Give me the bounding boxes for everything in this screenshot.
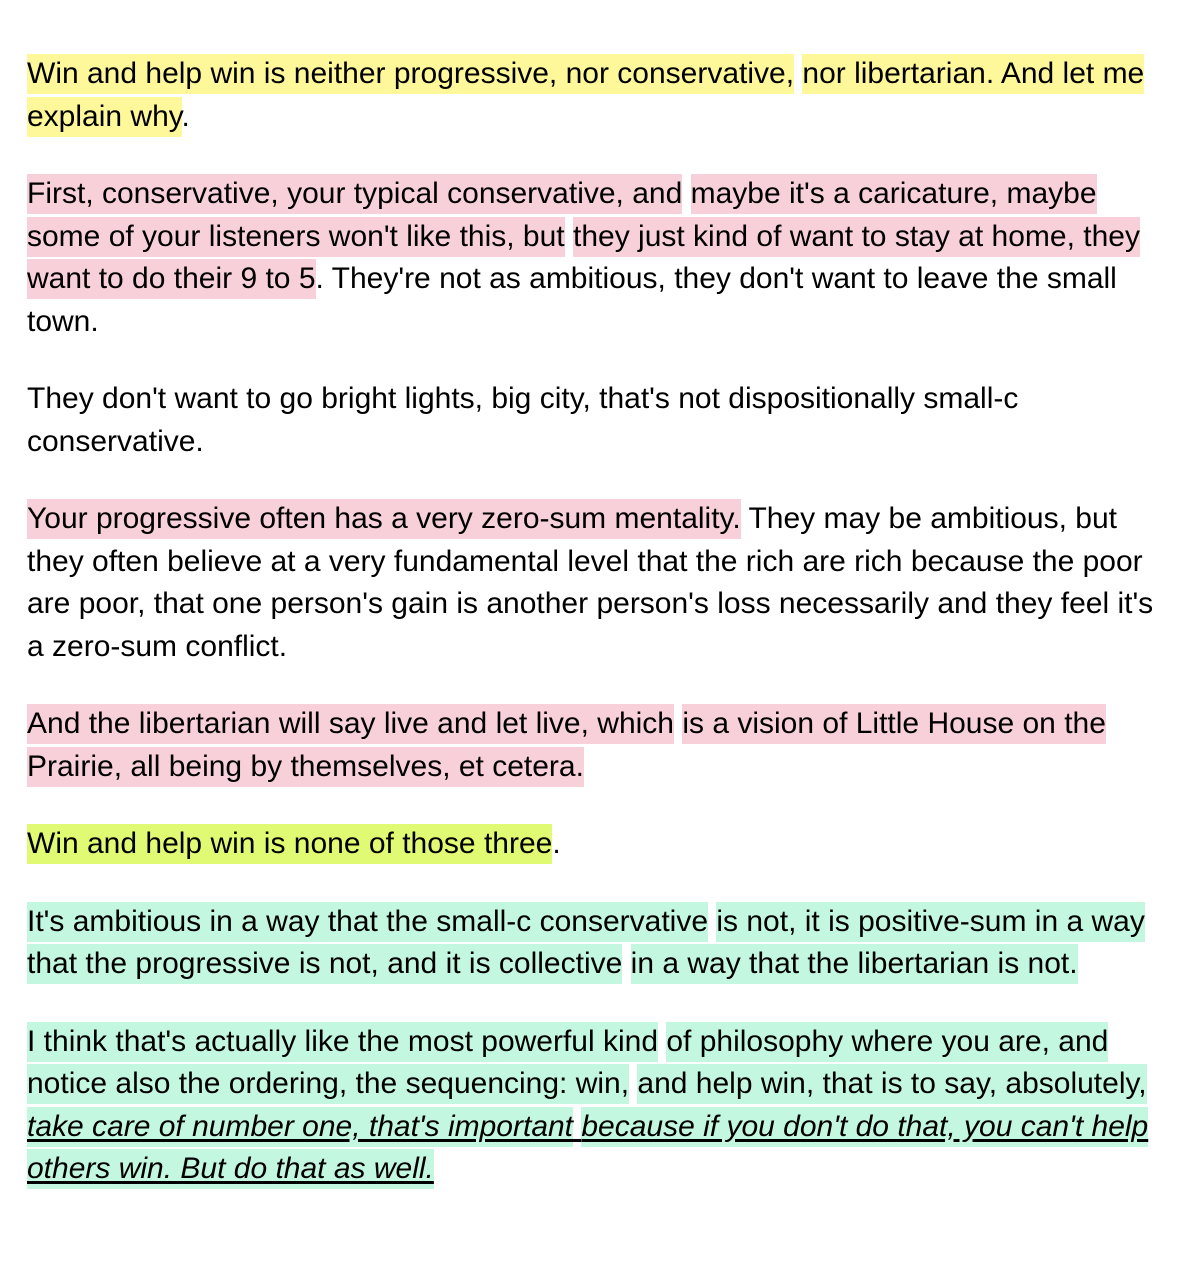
text-segment: . bbox=[181, 99, 190, 133]
highlighted-text-segment: they just kind of want to stay at home, they want to do their 9 to 5 bbox=[27, 217, 1140, 300]
paragraph bbox=[27, 901, 1156, 986]
paragraph bbox=[27, 703, 1156, 788]
highlighted-text-segment: maybe it's a caricature, maybe some of your listeners won't like this, but bbox=[27, 174, 1097, 257]
highlighted-text-segment: Your progressive often has a very zero-sum mentality. bbox=[27, 499, 741, 539]
paragraph bbox=[27, 1021, 1156, 1191]
text-segment: . bbox=[552, 827, 561, 860]
text-segment bbox=[622, 944, 630, 984]
highlighted-text-segment: It's ambitious in a way that the small-c conservative bbox=[27, 902, 708, 942]
highlighted-text-segment: is not, it is positive-sum in a way that the progressive is not, and it is collective bbox=[27, 902, 1145, 985]
highlighted-text-segment: Win and help win is none of those three bbox=[27, 824, 552, 864]
highlighted-text-segment: take care of number one, that's important bbox=[27, 1107, 573, 1147]
paragraph bbox=[27, 173, 1156, 343]
text-segment: . They're not as ambitious, they don't want to leave the small town. bbox=[27, 262, 1117, 338]
text-segment: They may be ambitious, but they often believe at a very fundamental level that the rich are rich because the poor are poor, that one person's gain is another person's loss necessarily and they feel it's a zero-sum conflict. bbox=[27, 502, 1154, 663]
highlighted-text-segment: because if you don't do that, you can't help others win. But do that as well. bbox=[27, 1107, 1148, 1190]
paragraph bbox=[27, 498, 1156, 668]
highlighted-text-segment: First, conservative, your typical conservative, and bbox=[27, 174, 682, 214]
highlighted-text-segment: in a way that the libertarian is not. bbox=[631, 944, 1078, 984]
highlighted-text-segment: And the libertarian will say live and let live, which bbox=[27, 704, 674, 744]
text-segment bbox=[682, 174, 690, 214]
text-segment: They don't want to go bright lights, big city, that's not dispositionally small-c conservative. bbox=[27, 382, 1019, 458]
highlighted-text-segment: of philosophy where you are, and notice also the ordering, the sequencing: win, bbox=[27, 1022, 1108, 1105]
highlighted-text-segment: and help win, that is to say, absolutely, bbox=[637, 1064, 1146, 1104]
paragraph bbox=[27, 823, 1156, 866]
text-segment bbox=[565, 217, 573, 257]
highlighted-text-segment: Win and help win is neither progressive, nor conservative, bbox=[27, 54, 794, 94]
highlighted-text-segment: is a vision of Little House on the Prairie, all being by themselves, et cetera. bbox=[27, 704, 1106, 787]
paragraph bbox=[27, 378, 1156, 463]
paragraph bbox=[27, 53, 1156, 138]
highlighted-text-segment: nor libertarian. And let me explain why bbox=[27, 54, 1144, 137]
highlighted-text-segment: I think that's actually like the most powerful kind bbox=[27, 1022, 658, 1062]
